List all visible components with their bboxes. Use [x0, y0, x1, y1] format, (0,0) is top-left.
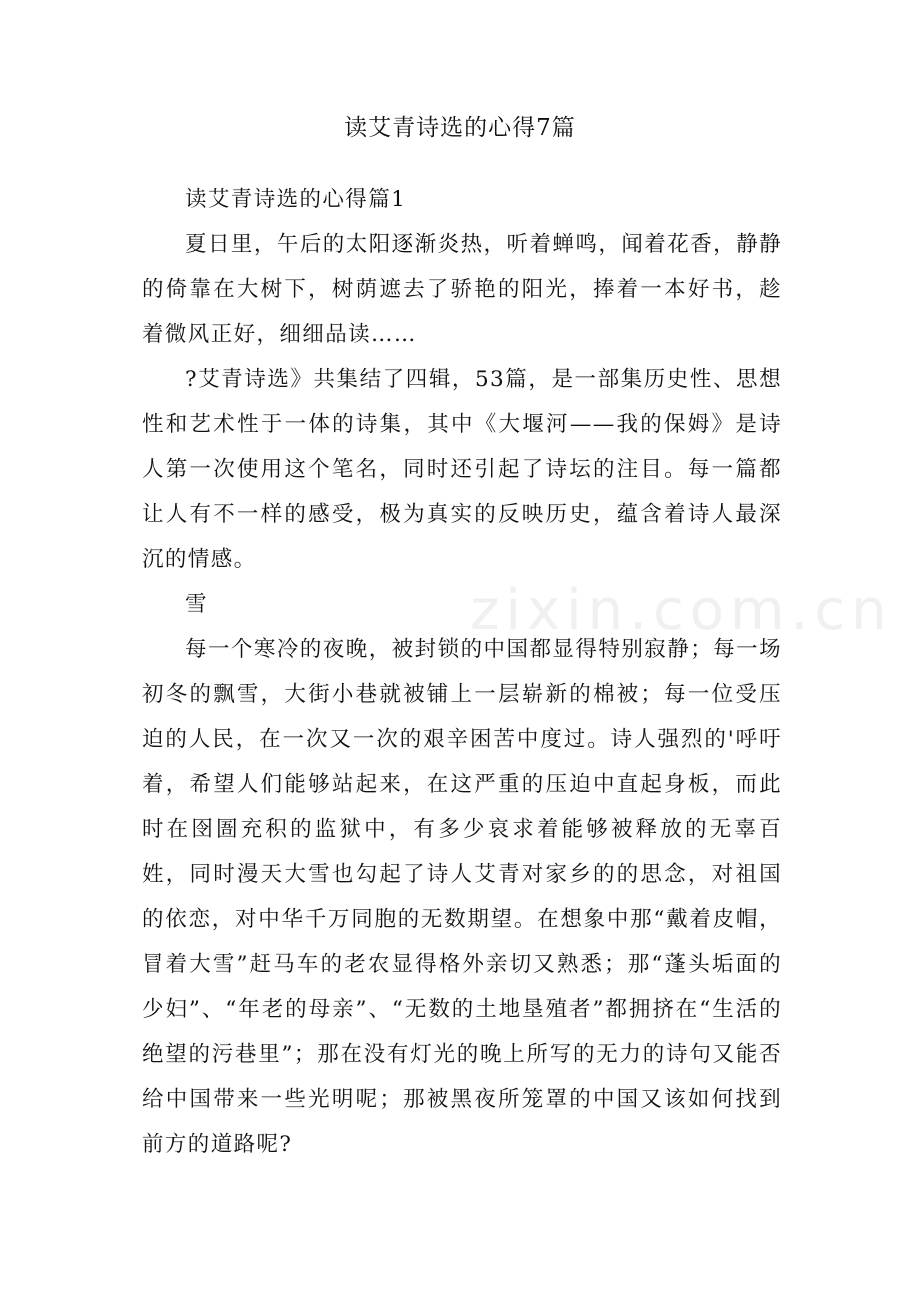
paragraph-intro: 夏日里，午后的太阳逐渐炎热，听着蝉鸣，闻着花香，静静的倚靠在大树下，树荫遮去了骄艳的阳光，捧着一本好书，趁着微风正好，细细品读…… — [142, 232, 782, 347]
watermark: zixin.com.cn — [470, 578, 893, 643]
document-body — [142, 177, 782, 1167]
paragraph-overview: ?艾青诗选》共集结了四辑，53篇，是一部集历史性、思想性和艺术性于一体的诗集，其中《大堰河——我的保姆》是诗人第一次使用这个笔名，同时还引起了诗坛的注目。每一篇都让人有不一样的感受，极为真实的反映历史，蕴含着诗人最深沉的情感。 — [142, 367, 782, 572]
section-heading: 读艾青诗选的心得篇1 — [185, 187, 407, 212]
poem-title-snow: 雪 — [185, 592, 208, 617]
paragraph-snow-reflection: 每一个寒冷的夜晚，被封锁的中国都显得特别寂静；每一场初冬的飘雪，大街小巷就被铺上一层崭新的棉被；每一位受压迫的人民，在一次又一次的艰辛困苦中度过。诗人强烈的'呼吁着，希望人们能够站起来，在这严重的压迫中直起身板，而此时在囹圄充积的监狱中，有多少哀求着能够被释放的无辜百姓，同时漫天大雪也勾起了诗人艾青对家乡的的思念，对祖国的依恋，对中华千万同胞的无数期望。在想象中那“戴着皮帽，冒着大雪”赶马车的老农显得格外亲切又熟悉；那“蓬头垢面的少妇”、“年老的母亲”、“无数的土地垦殖者”都拥挤在“生活的绝望的污巷里”；那在没有灯光的晚上所写的无力的诗句又能否给中国带来一些光明呢；那被黑夜所笼罩的中国又该如何找到前方的道路呢? — [142, 637, 782, 1157]
document-title: 读艾青诗选的心得7篇 — [344, 115, 576, 141]
